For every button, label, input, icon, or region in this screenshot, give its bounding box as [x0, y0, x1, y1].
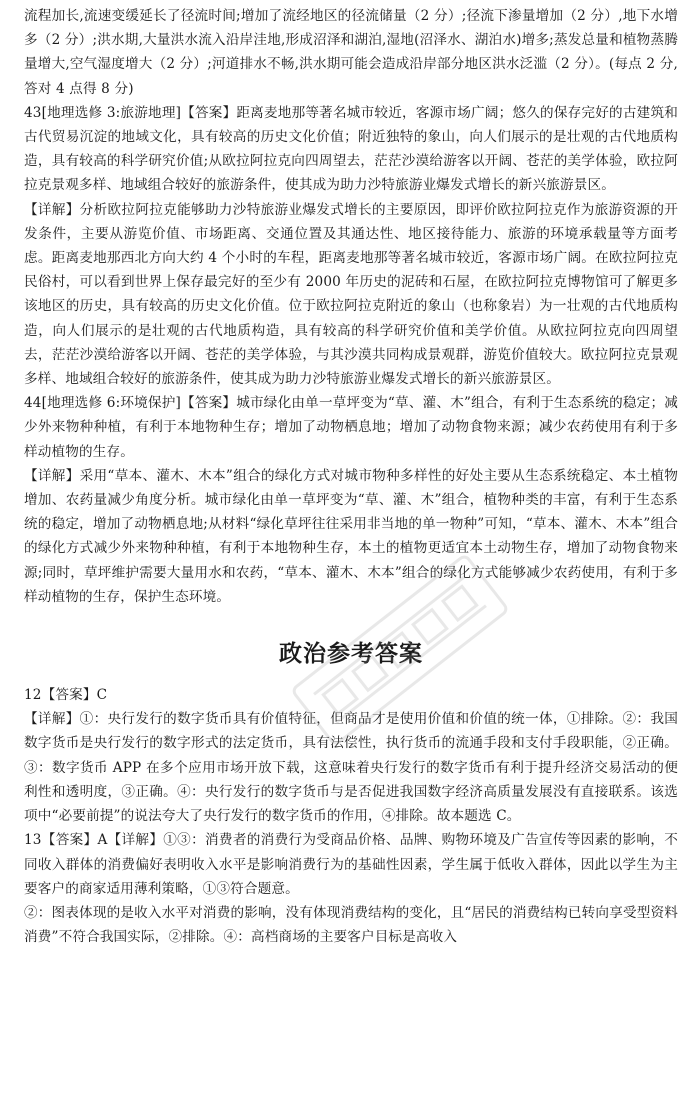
politics-q12-detail: 【详解】①：央行发行的数字货币具有价值特征，但商品才是使用价值和价值的统一体，①排除。②：我国数字货币是央行发行的数字形式的法定货币，具有法偿性，执行货币的流通手段和支付手段职能，②正确。③：数字货币 APP 在多个应用市场开放下载，这意味着央行发行的数字货币有利于提升经济交易活动的便利性和透明度，③正确。④：央行发行的数字货币与是否促进我国数字经济高质量发展没有直接联系。该选项中“必要前提”的说法夸大了央行发行的数字货币的作用，④排除。故本题选 C。 [24, 711, 678, 825]
geo-q43-detail: 【详解】分析欧拉阿拉克能够助力沙特旅游业爆发式增长的主要原因，即评价欧拉阿拉克作为旅游资源的开发条件，主要从游览价值、市场距离、交通位置及其通达性、地区接待能力、旅游的环境承载量等方面考虑。距离麦地那西北方向大约 4 个小时的车程，距离麦地那等著名城市较近，客源市场广阔。在欧拉阿拉克民俗村，可以看到世界上保存最完好的至少有 2000 年历史的泥砖和石屋，在欧拉阿拉克博物馆可了解更多该地区的历史，具有较高的历史文化价值。位于欧拉阿拉克附近的象山（也称象岩）为一壮观的古代地质构造，向人们展示的是壮观的古代地质构造，具有较高的科学研究价值和美学价值。从欧拉阿拉克向四周望去，茫茫沙漠给游客以开阔、苍茫的美学体验，与其沙漠共同构成景观群，游览价值较大。欧拉阿拉克景观多样、地域组合较好的旅游条件，使其成为助力沙特旅游业爆发式增长的新兴旅游景区。 [24, 201, 678, 388]
politics-q13-answer: 13【答案】A【详解】①③：消费者的消费行为受商品价格、品牌、购物环境及广告宣传等因素的影响，不同收入群体的消费偏好表明收入水平是影响消费行为的基础性因素，学生属于低收入群体，因此以学生为主要客户的商家适用薄利策略，①③符合题意。 [24, 832, 678, 897]
geo-q44-detail: 【详解】采用“草本、灌木、木本”组合的绿化方式对城市物种多样性的好处主要从生态系统稳定、本土植物增加、农药量减少角度分析。城市绿化由单一草坪变为“草、灌、木”组合，植物种类的丰富，有利于生态系统的稳定，增加了动物栖息地;从材料“绿化草坪往往采用非当地的单一物种”可知，“草本、灌木、木本”组合的绿化方式减少外来物种种植，有利于本地物种生存，本土的植物更适宜本土动物生存，增加了动物食物来源;同时，草坪维护需要大量用水和农药，“草本、灌木、木本”组合的绿化方式能够减少农药使用，有利于多样动植物的生存，保护生态环境。 [24, 467, 678, 605]
geo-paragraph-runoff: 流程加长,流速变缓延长了径流时间;增加了流经地区的径流储量（2 分）;径流下渗量增加（2 分）,地下水增多（2 分）;洪水期,大量洪水流入沿岸洼地,形成沼泽和湖泊,湿地(沼泽水、湖泊水)增多;蒸发总量和植物蒸腾量增大,空气湿度增大（2 分）;河道排水不畅,洪水期可能会造成沿岸部分地区洪水泛滥（2 分）。(每点 2 分,答对 4 点得 8 分) [24, 8, 678, 97]
geo-q44-answer: 44[地理选修 6:环境保护]【答案】城市绿化由单一草坪变为“草、灌、木”组合，有利于生态系统的稳定；减少外来物种种植，有利于本地物种生存；增加了动物栖息地；增加了动物食物来源；减少农药使用有利于多样动植物的生存。 [24, 395, 678, 460]
politics-q13-detail: ②：图表体现的是收入水平对消费的影响，没有体现消费结构的变化，且“居民的消费结构已转向享受型资料消费”不符合我国实际，②排除。④：高档商场的主要客户目标是高收入 [24, 904, 678, 946]
politics-section-title: 政治参考答案 [279, 641, 423, 668]
politics-q12-answer: 12【答案】C [24, 687, 108, 704]
geo-q43-answer: 43[地理选修 3:旅游地理]【答案】距离麦地那等著名城市较近，客源市场广阔；悠久的保存完好的古建筑和古代贸易沉淀的地域文化，具有较高的历史文化价值；附近独特的象山，向人们展示的是壮观的古代地质构造，具有较高的科学研究价值;从欧拉阿拉克向四周望去，茫茫沙漠给游客以开阔、苍茫的美学体验，欧拉阿拉克景观多样、地域组合较好的旅游条件，使其成为助力沙特旅游业爆发式增长的新兴旅游景区。 [24, 104, 678, 194]
